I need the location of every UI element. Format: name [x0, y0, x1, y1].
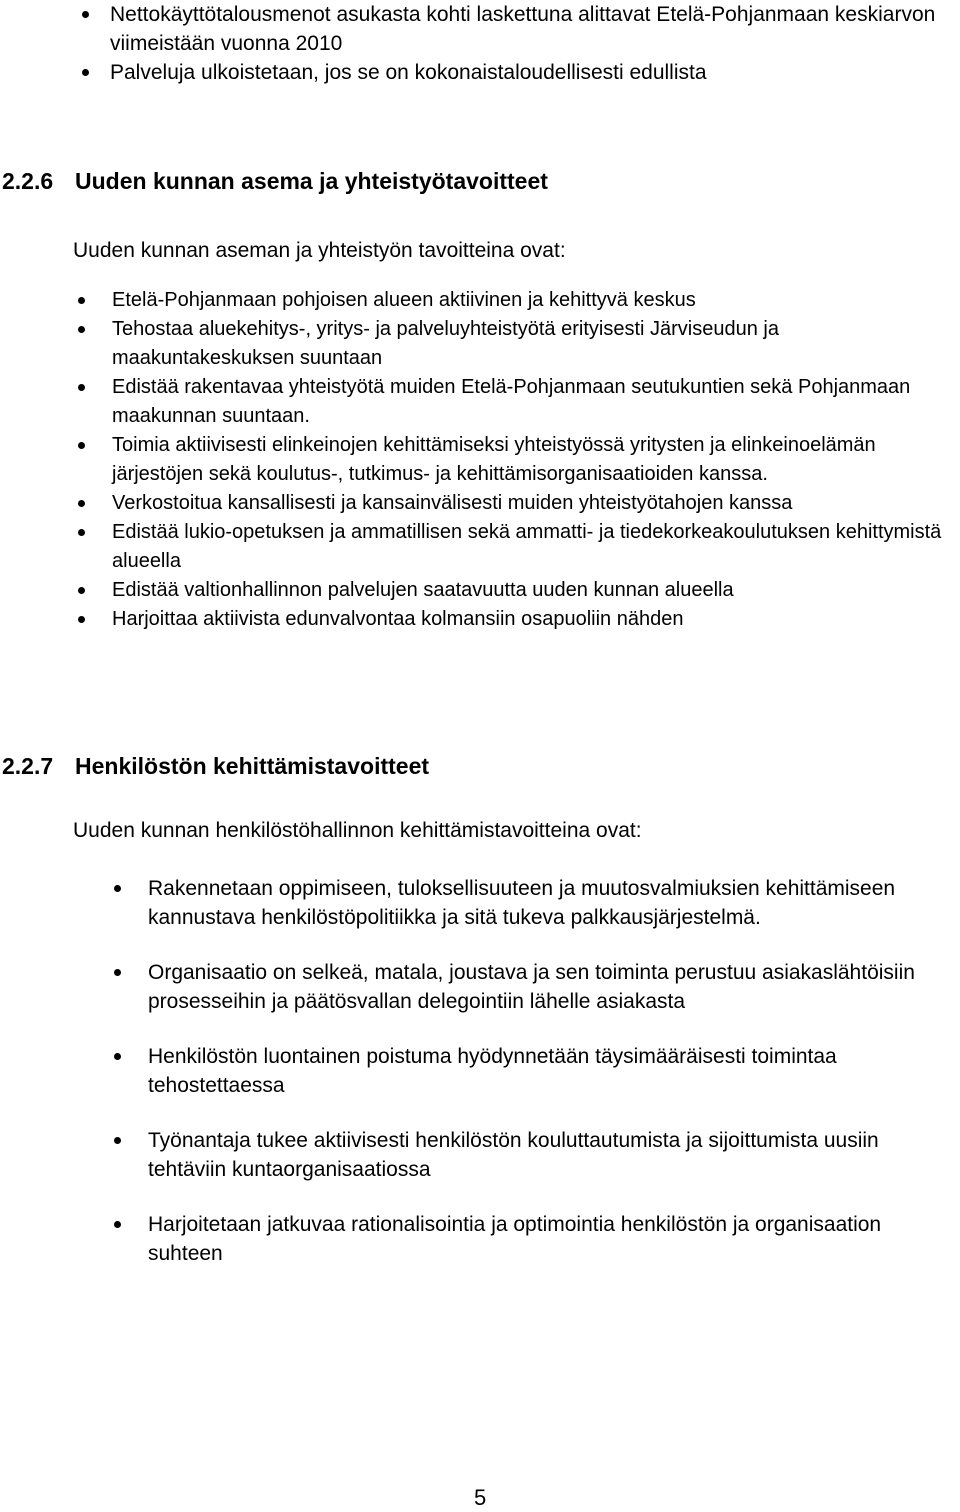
- list-item: [112, 605, 957, 634]
- section-number: 2.2.7: [2, 753, 54, 779]
- bullet-icon: [78, 297, 85, 304]
- list-item: [148, 874, 960, 932]
- list-item-text: Palveluja ulkoistetaan, jos se on kokonaistaloudellisesti edullista: [110, 61, 707, 84]
- list-item: [148, 1210, 960, 1268]
- bullet-icon: [78, 616, 85, 623]
- list-item: [112, 373, 957, 431]
- bullet-icon: [82, 11, 89, 18]
- cooperation-goals-list: [112, 286, 957, 634]
- list-item: [110, 0, 950, 58]
- page-number: 5: [474, 1485, 487, 1510]
- list-item: [148, 958, 960, 1016]
- bullet-icon: [78, 500, 85, 507]
- list-item: [112, 518, 957, 576]
- bullet-icon: [78, 587, 85, 594]
- list-item-text: Organisaatio on selkeä, matala, joustava ja sen toiminta perustuu asiakaslähtöisiin prosesseihin ja päätösvallan delegointiin lähelle asiakasta: [148, 961, 915, 1013]
- section-title: Uuden kunnan asema ja yhteistyötavoitteet: [75, 168, 548, 194]
- list-item-text: Toimia aktiivisesti elinkeinojen kehittämiseksi yhteistyössä yritysten ja elinkeinoelämän järjestöjen sekä koulutus-, tutkimus- ja kehittämisorganisaatioiden kanssa.: [112, 434, 876, 485]
- list-item: [112, 576, 957, 605]
- section-lead-text: Uuden kunnan aseman ja yhteistyön tavoitteina ovat:: [73, 239, 566, 262]
- list-item-text: Nettokäyttötalousmenot asukasta kohti laskettuna alittavat Etelä-Pohjanmaan keskiarvon viimeistään vuonna 2010: [110, 3, 936, 55]
- list-item-text: Tehostaa aluekehitys-, yritys- ja palveluyhteistyötä erityisesti Järviseudun ja maakuntakeskuksen suuntaan: [112, 318, 779, 369]
- list-item: [112, 315, 957, 373]
- list-item: [112, 286, 957, 315]
- section-lead-text: Uuden kunnan henkilöstöhallinnon kehittämistavoitteina ovat:: [73, 819, 642, 842]
- bullet-icon: [78, 326, 85, 333]
- section-heading-2-2-6: [2, 166, 548, 196]
- list-item: [110, 58, 950, 87]
- bullet-icon: [114, 969, 121, 976]
- top-bullet-list: [110, 0, 950, 87]
- section-title: Henkilöstön kehittämistavoitteet: [75, 753, 430, 779]
- list-item-text: Etelä-Pohjanmaan pohjoisen alueen aktiivinen ja kehittyvä keskus: [112, 289, 696, 311]
- list-item-text: Verkostoitua kansallisesti ja kansainvälisesti muiden yhteistyötahojen kanssa: [112, 492, 793, 514]
- bullet-icon: [114, 1137, 121, 1144]
- list-item: [148, 1126, 960, 1184]
- list-item-text: Työnantaja tukee aktiivisesti henkilöstön kouluttautumista ja sijoittumista uusiin tehtäviin kuntaorganisaatiossa: [148, 1129, 879, 1181]
- list-item-text: Edistää rakentavaa yhteistyötä muiden Etelä-Pohjanmaan seutukuntien sekä Pohjanmaan maakunnan suuntaan.: [112, 376, 911, 427]
- list-item-text: Harjoittaa aktiivista edunvalvontaa kolmansiin osapuoliin nähden: [112, 608, 684, 630]
- list-item: [112, 431, 957, 489]
- list-item-text: Rakennetaan oppimiseen, tuloksellisuuteen ja muutosvalmiuksien kehittämiseen kannustava henkilöstöpolitiikka ja sitä tukeva palkkausjärjestelmä.: [148, 877, 896, 929]
- list-item-text: Edistää lukio-opetuksen ja ammatillisen sekä ammatti- ja tiedekorkeakoulutuksen kehittymistä alueella: [112, 521, 942, 572]
- bullet-icon: [78, 529, 85, 536]
- list-item: [148, 1042, 960, 1100]
- list-item: [112, 489, 957, 518]
- bullet-icon: [78, 442, 85, 449]
- bullet-icon: [114, 1053, 121, 1060]
- section-heading-2-2-7: [2, 751, 429, 781]
- list-item-text: Edistää valtionhallinnon palvelujen saatavuutta uuden kunnan alueella: [112, 579, 734, 601]
- bullet-icon: [82, 69, 89, 76]
- list-item-text: Henkilöstön luontainen poistuma hyödynnetään täysimääräisesti toimintaa tehostettaessa: [148, 1045, 837, 1097]
- hr-goals-list: [148, 874, 960, 1268]
- bullet-icon: [78, 384, 85, 391]
- section-number: 2.2.6: [2, 168, 54, 194]
- bullet-icon: [114, 1221, 121, 1228]
- list-item-text: Harjoitetaan jatkuvaa rationalisointia ja optimointia henkilöstön ja organisaation suhteen: [148, 1213, 882, 1265]
- bullet-icon: [114, 885, 121, 892]
